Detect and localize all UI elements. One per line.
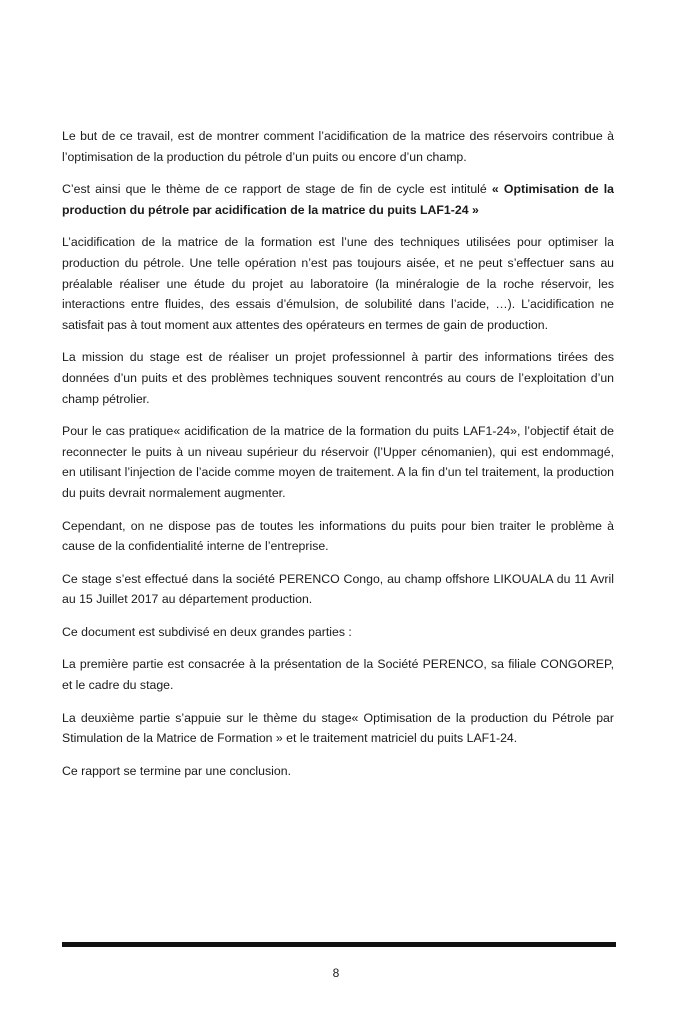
paragraph-acidification: L’acidification de la matrice de la formation est l’une des techniques utilisées pour optimiser la production du pétrole. Une telle opération n’est pas toujours aisée, et ne peut s’effectuer sans au préalable réaliser une étude du projet au laboratoire (la minéralogie de la roche réservoir, les interactions entre fluides, des essais d’émulsion, de solubilité dans l’acide, …). L’acidification ne satisfait pas à tout moment aux attentes des opérateurs en termes de gain de production. bbox=[62, 235, 614, 332]
paragraph-internship-location: Ce stage s’est effectué dans la société PERENCO Congo, au champ offshore LIKOUALA du 11 Avril au 15 Juillet 2017 au département production. bbox=[62, 571, 614, 607]
paragraph-document-structure: Ce document est subdivisé en deux grandes parties : bbox=[62, 624, 352, 639]
paragraph-limitations: Cependant, on ne dispose pas de toutes les informations du puits pour bien traiter le problème à cause de la confidentialité interne de l’entreprise. bbox=[62, 518, 614, 554]
paragraph-mission: La mission du stage est de réaliser un projet professionnel à partir des informations tirées des données d’un puits et des problèmes techniques souvent rencontrés au cours de l’exploitation d’un champ pétrolier. bbox=[62, 350, 614, 406]
report-title-intro: C’est ainsi que le thème de ce rapport de stage de fin de cycle est intitulé bbox=[62, 182, 492, 197]
paragraph-report-title bbox=[62, 179, 614, 220]
page-number: 8 bbox=[332, 966, 340, 980]
footer-rule bbox=[62, 942, 616, 947]
paragraph-conclusion: Ce rapport se termine par une conclusion. bbox=[62, 763, 291, 778]
paragraph-objective: Le but de ce travail, est de montrer comment l’acidification de la matrice des réservoirs contribue à l’optimisation de la production du pétrole d’un puits ou encore d’un champ. bbox=[62, 129, 614, 164]
paragraph-part-two: La deuxième partie s’appuie sur le thème du stage« Optimisation de la production du Pétrole par Stimulation de la Matrice de Formation » et le traitement matriciel du puits LAF1-24. bbox=[62, 710, 614, 746]
paragraph-practical-case: Pour le cas pratique« acidification de la matrice de la formation du puits LAF1-24», l’objectif était de reconnecter le puits à un niveau supérieur du réservoir (l’Upper cénomanien), qui est endommagé, en utilisant l’injection de l’acide comme moyen de traitement. A la fin d’un tel traitement, la production du puits devrait normalement augmenter. bbox=[62, 424, 614, 500]
report-title-bold: « Optimisation de la production du pétrole par acidification de la matrice du puits LAF1-24 » bbox=[62, 182, 614, 217]
document-body bbox=[62, 126, 614, 793]
paragraph-part-one: La première partie est consacrée à la présentation de la Société PERENCO, sa filiale CONGOREP, et le cadre du stage. bbox=[62, 657, 614, 693]
